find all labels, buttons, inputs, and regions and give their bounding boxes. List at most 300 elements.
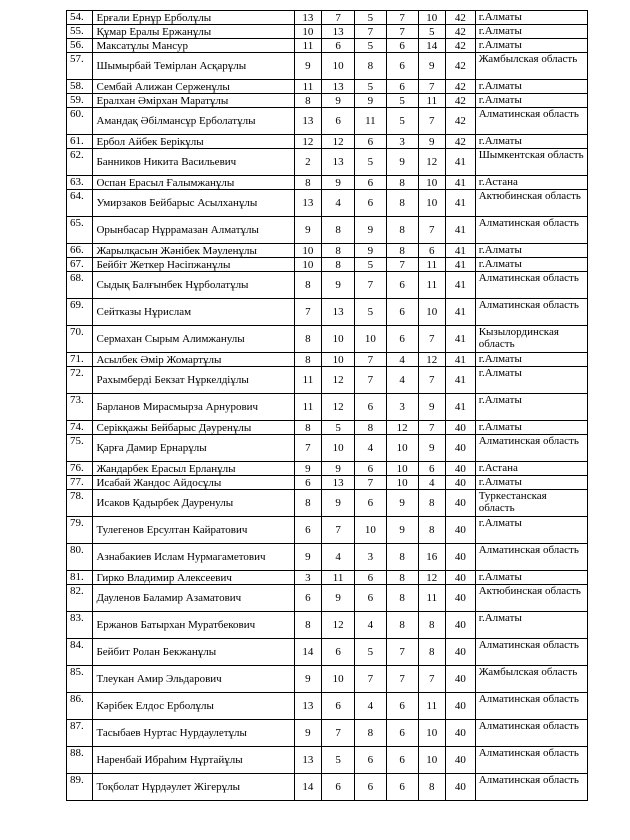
table-row [67,25,588,39]
region-cell: Алматинская область [475,108,587,135]
student-name-cell: Тулегенов Ерсултан Кайратович [93,517,294,544]
student-name-cell: Тасыбаев Нуртас Нурдаулетұлы [93,720,294,747]
student-name-cell: Сыдық Балғынбек Нұрболатұлы [93,272,294,299]
region-cell: г.Алматы [475,517,587,544]
region-cell: г.Алматы [475,353,587,367]
region-cell: Алматинская область [475,639,587,666]
student-name-cell: Асылбек Әмір Жомартұлы [93,353,294,367]
table-row [67,720,588,747]
table-row [67,11,588,25]
row-number-cell: 60. [67,108,93,135]
row-number-cell: 57. [67,53,93,80]
score-cell: 10 [322,435,355,462]
region-cell: г.Алматы [475,135,587,149]
score-cell: 12 [322,394,355,421]
region-cell: г.Алматы [475,39,587,53]
score-cell: 11 [418,693,446,720]
row-number-cell: 72. [67,367,93,394]
score-cell: 8 [418,490,446,517]
region-cell: Алматинская область [475,217,587,244]
score-cell: 10 [418,720,446,747]
score-cell: 6 [355,747,387,774]
score-cell: 9 [418,135,446,149]
score-cell: 9 [322,176,355,190]
student-name-cell: Жандарбек Ерасыл Ерланұлы [93,462,294,476]
row-number-cell: 62. [67,149,93,176]
score-cell: 11 [355,108,387,135]
row-number-cell: 68. [67,272,93,299]
region-cell: г.Алматы [475,80,587,94]
region-cell: г.Алматы [475,571,587,585]
score-cell: 6 [355,394,387,421]
table-row [67,135,588,149]
score-cell: 13 [322,25,355,39]
score-cell: 11 [322,571,355,585]
score-cell: 6 [386,80,418,94]
score-cell: 13 [294,693,322,720]
total-score-cell: 41 [446,258,476,272]
score-cell: 7 [386,258,418,272]
table-row [67,190,588,217]
score-cell: 10 [418,299,446,326]
table-row [67,693,588,720]
row-number-cell: 80. [67,544,93,571]
student-name-cell: Исаков Қадырбек Дауренулы [93,490,294,517]
total-score-cell: 41 [446,272,476,299]
score-cell: 5 [355,39,387,53]
total-score-cell: 40 [446,435,476,462]
table-row [67,272,588,299]
table-row [67,108,588,135]
table-row [67,149,588,176]
score-cell: 12 [294,135,322,149]
student-name-cell: Шымырбай Темірлан Асқарұлы [93,53,294,80]
row-number-cell: 71. [67,353,93,367]
score-cell: 8 [418,612,446,639]
row-number-cell: 84. [67,639,93,666]
row-number-cell: 56. [67,39,93,53]
score-cell: 8 [294,326,322,353]
total-score-cell: 40 [446,612,476,639]
row-number-cell: 88. [67,747,93,774]
total-score-cell: 40 [446,747,476,774]
score-cell: 6 [355,462,387,476]
score-cell: 4 [322,544,355,571]
score-cell: 10 [294,258,322,272]
total-score-cell: 40 [446,666,476,693]
score-cell: 12 [322,367,355,394]
table-row [67,747,588,774]
region-cell: Туркестанская область [475,490,587,517]
total-score-cell: 41 [446,299,476,326]
total-score-cell: 40 [446,585,476,612]
score-cell: 10 [355,326,387,353]
student-name-cell: Бейбит Ролан Бекжанұлы [93,639,294,666]
score-cell: 12 [418,149,446,176]
table-row [67,94,588,108]
score-cell: 9 [418,53,446,80]
student-name-cell: Рахымберді Бекзат Нұркелдіұлы [93,367,294,394]
score-cell: 7 [322,11,355,25]
score-cell: 8 [418,774,446,801]
student-name-cell: Азнабакиев Ислам Нурмагаметович [93,544,294,571]
score-cell: 5 [322,421,355,435]
total-score-cell: 41 [446,394,476,421]
score-cell: 7 [355,476,387,490]
row-number-cell: 87. [67,720,93,747]
score-cell: 5 [418,25,446,39]
score-cell: 9 [355,217,387,244]
score-cell: 13 [294,108,322,135]
total-score-cell: 41 [446,353,476,367]
score-cell: 8 [386,585,418,612]
table-row [67,774,588,801]
row-number-cell: 79. [67,517,93,544]
row-number-cell: 76. [67,462,93,476]
score-cell: 10 [418,190,446,217]
table-row [67,544,588,571]
score-cell: 9 [322,272,355,299]
student-name-cell: Оспан Ерасыл Ғалымжанұлы [93,176,294,190]
total-score-cell: 42 [446,94,476,108]
score-cell: 6 [418,244,446,258]
table-row [67,394,588,421]
row-number-cell: 86. [67,693,93,720]
student-name-cell: Орынбасар Нұррамазан Алматұлы [93,217,294,244]
score-cell: 7 [386,11,418,25]
score-cell: 12 [322,612,355,639]
score-cell: 10 [386,476,418,490]
score-cell: 7 [418,80,446,94]
score-cell: 10 [322,53,355,80]
score-cell: 14 [294,639,322,666]
total-score-cell: 41 [446,367,476,394]
score-cell: 7 [386,25,418,39]
score-cell: 6 [386,747,418,774]
score-cell: 8 [355,421,387,435]
score-cell: 10 [418,747,446,774]
student-name-cell: Қарға Дамир Ернарұлы [93,435,294,462]
score-cell: 9 [418,394,446,421]
region-cell: Кызылординская область [475,326,587,353]
score-cell: 3 [386,135,418,149]
score-cell: 8 [294,612,322,639]
score-cell: 8 [322,217,355,244]
student-name-cell: Наренбай Ибраһим Нұртайұлы [93,747,294,774]
score-cell: 7 [322,720,355,747]
score-cell: 4 [355,693,387,720]
score-cell: 5 [386,94,418,108]
score-cell: 9 [294,666,322,693]
score-cell: 10 [294,25,322,39]
score-cell: 7 [355,272,387,299]
total-score-cell: 41 [446,176,476,190]
region-cell: Алматинская область [475,435,587,462]
score-cell: 7 [355,353,387,367]
region-cell: г.Алматы [475,258,587,272]
student-name-cell: Барланов Мирасмырза Арнурович [93,394,294,421]
row-number-cell: 73. [67,394,93,421]
score-cell: 6 [322,693,355,720]
score-cell: 8 [386,612,418,639]
score-cell: 8 [294,490,322,517]
score-cell: 13 [322,476,355,490]
row-number-cell: 64. [67,190,93,217]
region-cell: г.Алматы [475,244,587,258]
score-cell: 7 [418,326,446,353]
total-score-cell: 42 [446,11,476,25]
table-row [67,517,588,544]
score-cell: 11 [294,39,322,53]
student-name-cell: Ерғали Ернұр Ерболұлы [93,11,294,25]
student-name-cell: Сермахан Сырым Алимжанулы [93,326,294,353]
total-score-cell: 42 [446,25,476,39]
student-name-cell: Умирзаков Бейбарыс Асылханұлы [93,190,294,217]
table-row [67,666,588,693]
score-cell: 7 [355,25,387,39]
score-cell: 6 [355,585,387,612]
score-cell: 8 [386,571,418,585]
score-cell: 7 [294,435,322,462]
region-cell: Алматинская область [475,544,587,571]
score-cell: 8 [322,244,355,258]
region-cell: Жамбылская область [475,53,587,80]
total-score-cell: 40 [446,421,476,435]
score-cell: 7 [294,299,322,326]
row-number-cell: 67. [67,258,93,272]
score-cell: 3 [294,571,322,585]
student-name-cell: Тлеукан Амир Эльдарович [93,666,294,693]
score-cell: 9 [322,462,355,476]
score-cell: 7 [355,666,387,693]
score-cell: 5 [355,299,387,326]
total-score-cell: 41 [446,190,476,217]
region-cell: г.Алматы [475,25,587,39]
table-row [67,176,588,190]
score-cell: 4 [322,190,355,217]
score-cell: 11 [418,272,446,299]
score-cell: 11 [418,94,446,108]
score-cell: 6 [386,774,418,801]
score-cell: 6 [386,299,418,326]
score-cell: 13 [294,190,322,217]
score-cell: 8 [418,517,446,544]
score-cell: 10 [322,326,355,353]
student-name-cell: Максатұлы Мансур [93,39,294,53]
row-number-cell: 83. [67,612,93,639]
score-cell: 10 [322,353,355,367]
student-name-cell: Исабай Жандос Айдосұлы [93,476,294,490]
total-score-cell: 41 [446,326,476,353]
row-number-cell: 74. [67,421,93,435]
row-number-cell: 66. [67,244,93,258]
score-cell: 6 [322,39,355,53]
total-score-cell: 41 [446,217,476,244]
region-cell: Актюбинская область [475,190,587,217]
score-cell: 8 [294,176,322,190]
region-cell: г.Алматы [475,421,587,435]
table-row [67,244,588,258]
total-score-cell: 40 [446,476,476,490]
score-cell: 3 [386,394,418,421]
total-score-cell: 40 [446,693,476,720]
student-name-cell: Сейтказы Нұрислам [93,299,294,326]
student-name-cell: Ержанов Батырхан Муратбекович [93,612,294,639]
score-cell: 14 [294,774,322,801]
total-score-cell: 40 [446,639,476,666]
table-row [67,217,588,244]
student-name-cell: Дауленов Баламир Азаматович [93,585,294,612]
score-cell: 7 [355,367,387,394]
total-score-cell: 40 [446,544,476,571]
score-cell: 9 [294,53,322,80]
region-cell: Алматинская область [475,720,587,747]
row-number-cell: 85. [67,666,93,693]
region-cell: Алматинская область [475,774,587,801]
score-cell: 7 [418,217,446,244]
score-cell: 8 [418,639,446,666]
score-cell: 9 [294,462,322,476]
score-cell: 6 [322,639,355,666]
table-row [67,612,588,639]
total-score-cell: 40 [446,490,476,517]
score-cell: 6 [355,774,387,801]
score-cell: 11 [294,394,322,421]
score-cell: 8 [294,94,322,108]
total-score-cell: 42 [446,108,476,135]
row-number-cell: 55. [67,25,93,39]
total-score-cell: 42 [446,53,476,80]
table-row [67,39,588,53]
score-cell: 9 [322,94,355,108]
score-cell: 4 [355,612,387,639]
score-cell: 9 [294,544,322,571]
score-cell: 5 [355,11,387,25]
score-cell: 7 [418,108,446,135]
region-cell: Алматинская область [475,299,587,326]
score-cell: 6 [355,490,387,517]
score-cell: 6 [294,517,322,544]
score-cell: 6 [386,693,418,720]
region-cell: г.Астана [475,462,587,476]
table-row [67,367,588,394]
row-number-cell: 54. [67,11,93,25]
score-cell: 8 [386,544,418,571]
score-cell: 7 [386,639,418,666]
score-cell: 5 [355,80,387,94]
score-cell: 6 [355,176,387,190]
score-cell: 5 [355,149,387,176]
score-cell: 14 [418,39,446,53]
score-cell: 10 [418,176,446,190]
total-score-cell: 42 [446,39,476,53]
region-cell: Алматинская область [475,272,587,299]
table-row [67,80,588,94]
total-score-cell: 41 [446,149,476,176]
region-cell: г.Алматы [475,94,587,108]
score-cell: 2 [294,149,322,176]
total-score-cell: 42 [446,80,476,94]
student-name-cell: Кәрібек Елдос Ерболұлы [93,693,294,720]
score-cell: 8 [294,353,322,367]
table-row [67,639,588,666]
score-cell: 11 [294,80,322,94]
row-number-cell: 63. [67,176,93,190]
region-cell: г.Астана [475,176,587,190]
score-cell: 10 [386,462,418,476]
row-number-cell: 78. [67,490,93,517]
score-cell: 4 [386,367,418,394]
region-cell: г.Алматы [475,476,587,490]
student-name-cell: Бейбіт Жеткер Нәсіпжанұлы [93,258,294,272]
row-number-cell: 69. [67,299,93,326]
score-cell: 5 [355,639,387,666]
score-cell: 11 [418,258,446,272]
score-cell: 13 [322,149,355,176]
score-cell: 8 [386,217,418,244]
total-score-cell: 40 [446,774,476,801]
table-row [67,326,588,353]
score-cell: 9 [294,720,322,747]
score-cell: 12 [418,353,446,367]
score-cell: 9 [322,490,355,517]
student-name-cell: Тоқболат Нұрдәулет Жігерұлы [93,774,294,801]
score-cell: 10 [322,666,355,693]
table-row [67,421,588,435]
student-name-cell: Ералхан Әмірхан Маратұлы [93,94,294,108]
score-cell: 6 [322,774,355,801]
region-cell: Алматинская область [475,747,587,774]
score-cell: 6 [418,462,446,476]
score-cell: 13 [294,11,322,25]
score-cell: 4 [355,435,387,462]
score-cell: 10 [294,244,322,258]
table-row [67,299,588,326]
score-cell: 13 [322,80,355,94]
score-cell: 10 [418,11,446,25]
score-cell: 8 [386,244,418,258]
score-cell: 6 [386,272,418,299]
total-score-cell: 40 [446,720,476,747]
score-cell: 7 [418,367,446,394]
table-row [67,490,588,517]
table-row [67,462,588,476]
score-cell: 9 [355,94,387,108]
score-cell: 6 [386,53,418,80]
score-cell: 9 [386,149,418,176]
score-cell: 10 [355,517,387,544]
score-cell: 4 [386,353,418,367]
score-cell: 9 [418,435,446,462]
table-row [67,435,588,462]
score-cell: 6 [355,190,387,217]
results-table-body [67,11,588,801]
score-cell: 9 [322,585,355,612]
region-cell: Алматинская область [475,693,587,720]
table-row [67,571,588,585]
score-cell: 12 [418,571,446,585]
student-name-cell: Серікқажы Бейбарыс Дәуренұлы [93,421,294,435]
region-cell: Шымкентская область [475,149,587,176]
student-name-cell: Гирко Владимир Алексеевич [93,571,294,585]
table-row [67,585,588,612]
student-name-cell: Банников Никита Васильевич [93,149,294,176]
score-cell: 8 [386,176,418,190]
score-cell: 12 [322,135,355,149]
score-cell: 8 [294,421,322,435]
student-name-cell: Сембай Алижан Серженұлы [93,80,294,94]
score-cell: 10 [386,435,418,462]
